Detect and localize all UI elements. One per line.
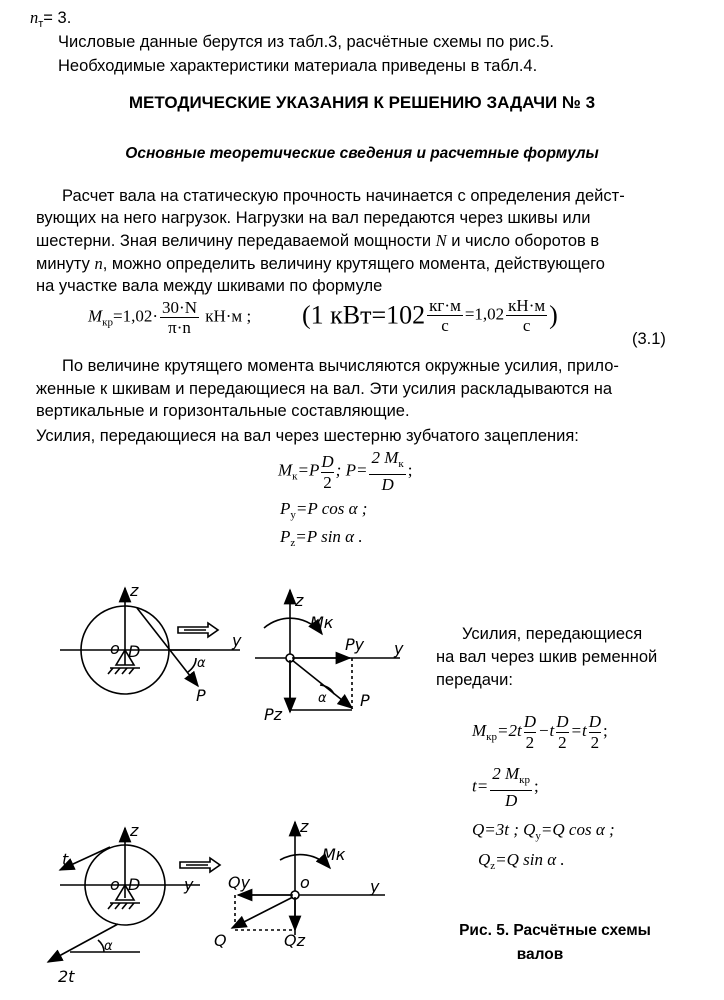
formula-belt-t: t= $\frac{2 M_{кр}}{D}$ ; xyxy=(472,764,539,810)
figure-caption: валов xyxy=(516,946,564,963)
label-Mk: Mк xyxy=(310,613,334,632)
belt-text: на вал через шкив ременной xyxy=(436,648,658,666)
formula-belt-q: Q=3t ; $Q_y=Q$ cos α ; xyxy=(472,820,615,842)
label-z: z xyxy=(130,581,139,600)
label-t: t xyxy=(62,850,69,869)
para2-line: вертикальные и горизонтальные составляющие. xyxy=(36,402,410,420)
label-o: o xyxy=(110,875,120,894)
gear-scheme-right xyxy=(255,590,400,712)
figure-caption: Рис. 5. Расчётные схемы xyxy=(459,922,651,939)
label-Py: Py xyxy=(345,635,365,654)
label-o: o xyxy=(300,873,310,892)
gear-scheme-left xyxy=(60,588,240,694)
label-alpha: α xyxy=(318,691,327,706)
belt-text: передачи: xyxy=(436,671,513,689)
label-alpha: α xyxy=(197,656,206,671)
formula-unit-conversion: (1 кВт=102 $\frac{кг\cdot м}{с}$ =1,02 $\frac{кН\cdot м}{с}$ ) xyxy=(302,296,558,335)
para1-line: вующих на него нагрузок. Нагрузки на вал передаются через шкивы или xyxy=(36,209,591,227)
label-alpha: α xyxy=(104,939,113,954)
label-z: z xyxy=(295,591,304,610)
label-Q: Q xyxy=(214,931,227,950)
label-D: D xyxy=(128,642,141,661)
para1-line: Расчет вала на статическую прочность начинается с определения дейст- xyxy=(62,187,625,205)
label-P: P xyxy=(196,686,206,705)
para1-line: шестерни. Зная величину передаваемой мощности N и число оборотов в xyxy=(36,231,600,250)
label-y: y xyxy=(184,875,194,894)
formula-gear-pz: $P_z=P$ sin α . xyxy=(280,527,363,549)
section-subheading: Основные теоретические сведения и расчетные формулы xyxy=(125,145,599,162)
formula-gear-py: $P_y=P$ cos α ; xyxy=(280,499,368,521)
label-Qy: Qy xyxy=(228,873,251,892)
label-Mk: Mк xyxy=(322,845,346,864)
label-y: y xyxy=(394,639,404,658)
label-z: z xyxy=(300,817,309,836)
section-heading: МЕТОДИЧЕСКИЕ УКАЗАНИЯ К РЕШЕНИЮ ЗАДАЧИ № 3 xyxy=(128,93,596,112)
belt-scheme-left xyxy=(48,828,220,962)
label-y: y xyxy=(370,877,380,896)
label-o: o xyxy=(110,639,120,658)
para1-line: минуту n, можно определить величину крутящего момента, действующего xyxy=(36,254,605,273)
label-z: z xyxy=(130,821,139,840)
nt-line: $n_т= 3$. xyxy=(30,8,72,30)
label-D: D xyxy=(128,875,141,894)
formula-belt-moment: $M_{кр}=2t$ $\frac{D}{2}$ −t $\frac{D}{2}$ =t $\frac{D}{2}$ ; xyxy=(472,712,608,752)
formula-gear-moment: $M_к=P$ $\frac{D}{2}$ ; P= $\frac{2 M_к}{D}$ ; xyxy=(278,448,413,494)
label-2t: 2t xyxy=(58,967,75,986)
para2-line: По величине крутящего момента вычисляются окружные усилия, прило- xyxy=(62,357,619,375)
belt-text: Усилия, передающиеся xyxy=(462,625,643,643)
equation-number: (3.1) xyxy=(632,330,666,348)
label-Pz: Pz xyxy=(264,705,283,724)
formula-torque: $M_{кр}=1,02\cdot$ $\frac{30\cdot N}{\pi\cdot n}$ кН·м ; xyxy=(88,298,252,337)
label-P: P xyxy=(360,691,370,710)
text-line: Числовые данные берутся из табл.3, расчётные схемы по рис.5. xyxy=(58,33,554,51)
text-line: Необходимые характеристики материала приведены в табл.4. xyxy=(58,57,538,75)
para2-line: женные к шкивам и передающиеся на вал. Эти усилия раскладываются на xyxy=(36,380,613,398)
formula-belt-qz: $Q_z=Q$ sin α . xyxy=(478,850,565,872)
para3-line: Усилия, передающиеся на вал через шестерню зубчатого зацепления: xyxy=(36,427,579,445)
para1-line: на участке вала между шкивами по формуле xyxy=(36,277,383,295)
label-Qz: Qz xyxy=(284,931,305,950)
label-y: y xyxy=(232,631,242,650)
